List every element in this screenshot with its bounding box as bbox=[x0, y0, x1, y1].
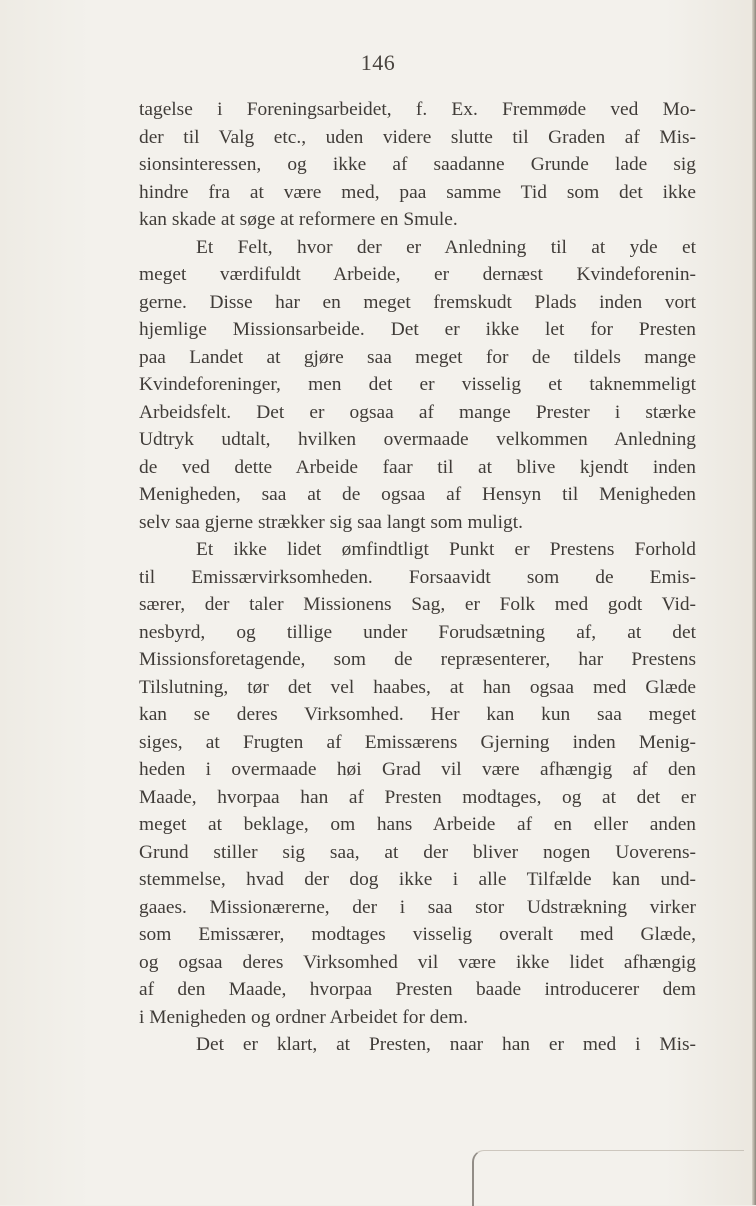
text-line: selv saa gjerne strækker sig saa langt som muligt. bbox=[139, 511, 523, 533]
text-line: Menigheden, saa at de ogsaa af Hensyn til Menigheden bbox=[139, 484, 696, 505]
text-line: heden i overmaade høi Grad vil være afhængig af den bbox=[139, 759, 696, 780]
text-line: Det er klart, at Presten, naar han er med i Mis- bbox=[196, 1034, 696, 1055]
text-line: Et ikke lidet ømfindtligt Punkt er Prestens Forhold bbox=[196, 539, 696, 560]
text-line: hindre fra at være med, paa samme Tid som det ikke bbox=[139, 181, 696, 203]
text-line: gaaes. Missionærerne, der i saa stor Udstrækning virker bbox=[139, 896, 696, 918]
text-line: meget værdifuldt Arbeide, er dernæst Kvindeforenin- bbox=[139, 264, 696, 285]
text-line: Missionsforetagende, som de repræsenterer, har Prestens bbox=[139, 649, 696, 670]
text-line: nesbyrd, og tillige under Forudsætning af, at det bbox=[139, 621, 696, 643]
text-line: Udtryk udtalt, hvilken overmaade velkommen Anledning bbox=[139, 429, 696, 450]
text-line: sionsinteressen, og ikke af saadanne Grunde lade sig bbox=[139, 154, 696, 175]
text-line: stemmelse, hvad der dog ikke i alle Tilfælde kan und- bbox=[139, 869, 696, 890]
page-edge bbox=[752, 0, 756, 1205]
text-line: der til Valg etc., uden videre slutte til Graden af Mis- bbox=[139, 126, 696, 148]
text-line: Grund stiller sig saa, at der bliver nogen Uoverens- bbox=[139, 841, 696, 863]
text-line: paa Landet at gjøre saa meget for de tildels mange bbox=[139, 346, 696, 368]
text-line: til Emissærvirksomheden. Forsaavidt som de Emis- bbox=[139, 566, 696, 588]
text-line: gerne. Disse har en meget fremskudt Plads inden vort bbox=[139, 291, 696, 313]
text-line: af den Maade, hvorpaa Presten baade introducerer dem bbox=[139, 979, 696, 1000]
text-line: kan skade at søge at reformere en Smule. bbox=[139, 209, 458, 230]
text-line: i Menigheden og ordner Arbeidet for dem. bbox=[139, 1006, 469, 1028]
text-line: Arbeidsfelt. Det er ogsaa af mange Prester i stærke bbox=[139, 401, 696, 423]
text-line: Tilslutning, tør det vel haabes, at han ogsaa med Glæde bbox=[139, 676, 696, 698]
text-line: og ogsaa deres Virksomhed vil være ikke lidet afhængig bbox=[139, 951, 696, 973]
text-line: som Emissærer, modtages visselig overalt med Glæde, bbox=[139, 924, 696, 945]
text-line: tagelse i Foreningsarbeidet, f. Ex. Fremmøde ved Mo- bbox=[139, 99, 696, 120]
text-line: siges, at Frugten af Emissærens Gjerning inden Menig- bbox=[139, 731, 696, 753]
body-text bbox=[139, 96, 696, 1059]
text-line: Maade, hvorpaa han af Presten modtages, og at det er bbox=[139, 786, 696, 808]
text-line: særer, der taler Missionens Sag, er Folk med godt Vid- bbox=[139, 594, 696, 615]
text-line: hjemlige Missionsarbeide. Det er ikke let for Presten bbox=[139, 319, 696, 340]
page-number: 146 bbox=[360, 50, 396, 75]
text-line: meget at beklage, om hans Arbeide af en eller anden bbox=[139, 814, 696, 835]
text-line: de ved dette Arbeide faar til at blive kjendt inden bbox=[139, 456, 696, 478]
text-line: kan se deres Virksomhed. Her kan kun saa meget bbox=[139, 704, 696, 725]
binding-mark bbox=[472, 1150, 744, 1206]
text-line: Et Felt, hvor der er Anledning til at yde et bbox=[196, 236, 696, 258]
text-line: Kvindeforeninger, men det er visselig et taknemmeligt bbox=[139, 374, 696, 395]
